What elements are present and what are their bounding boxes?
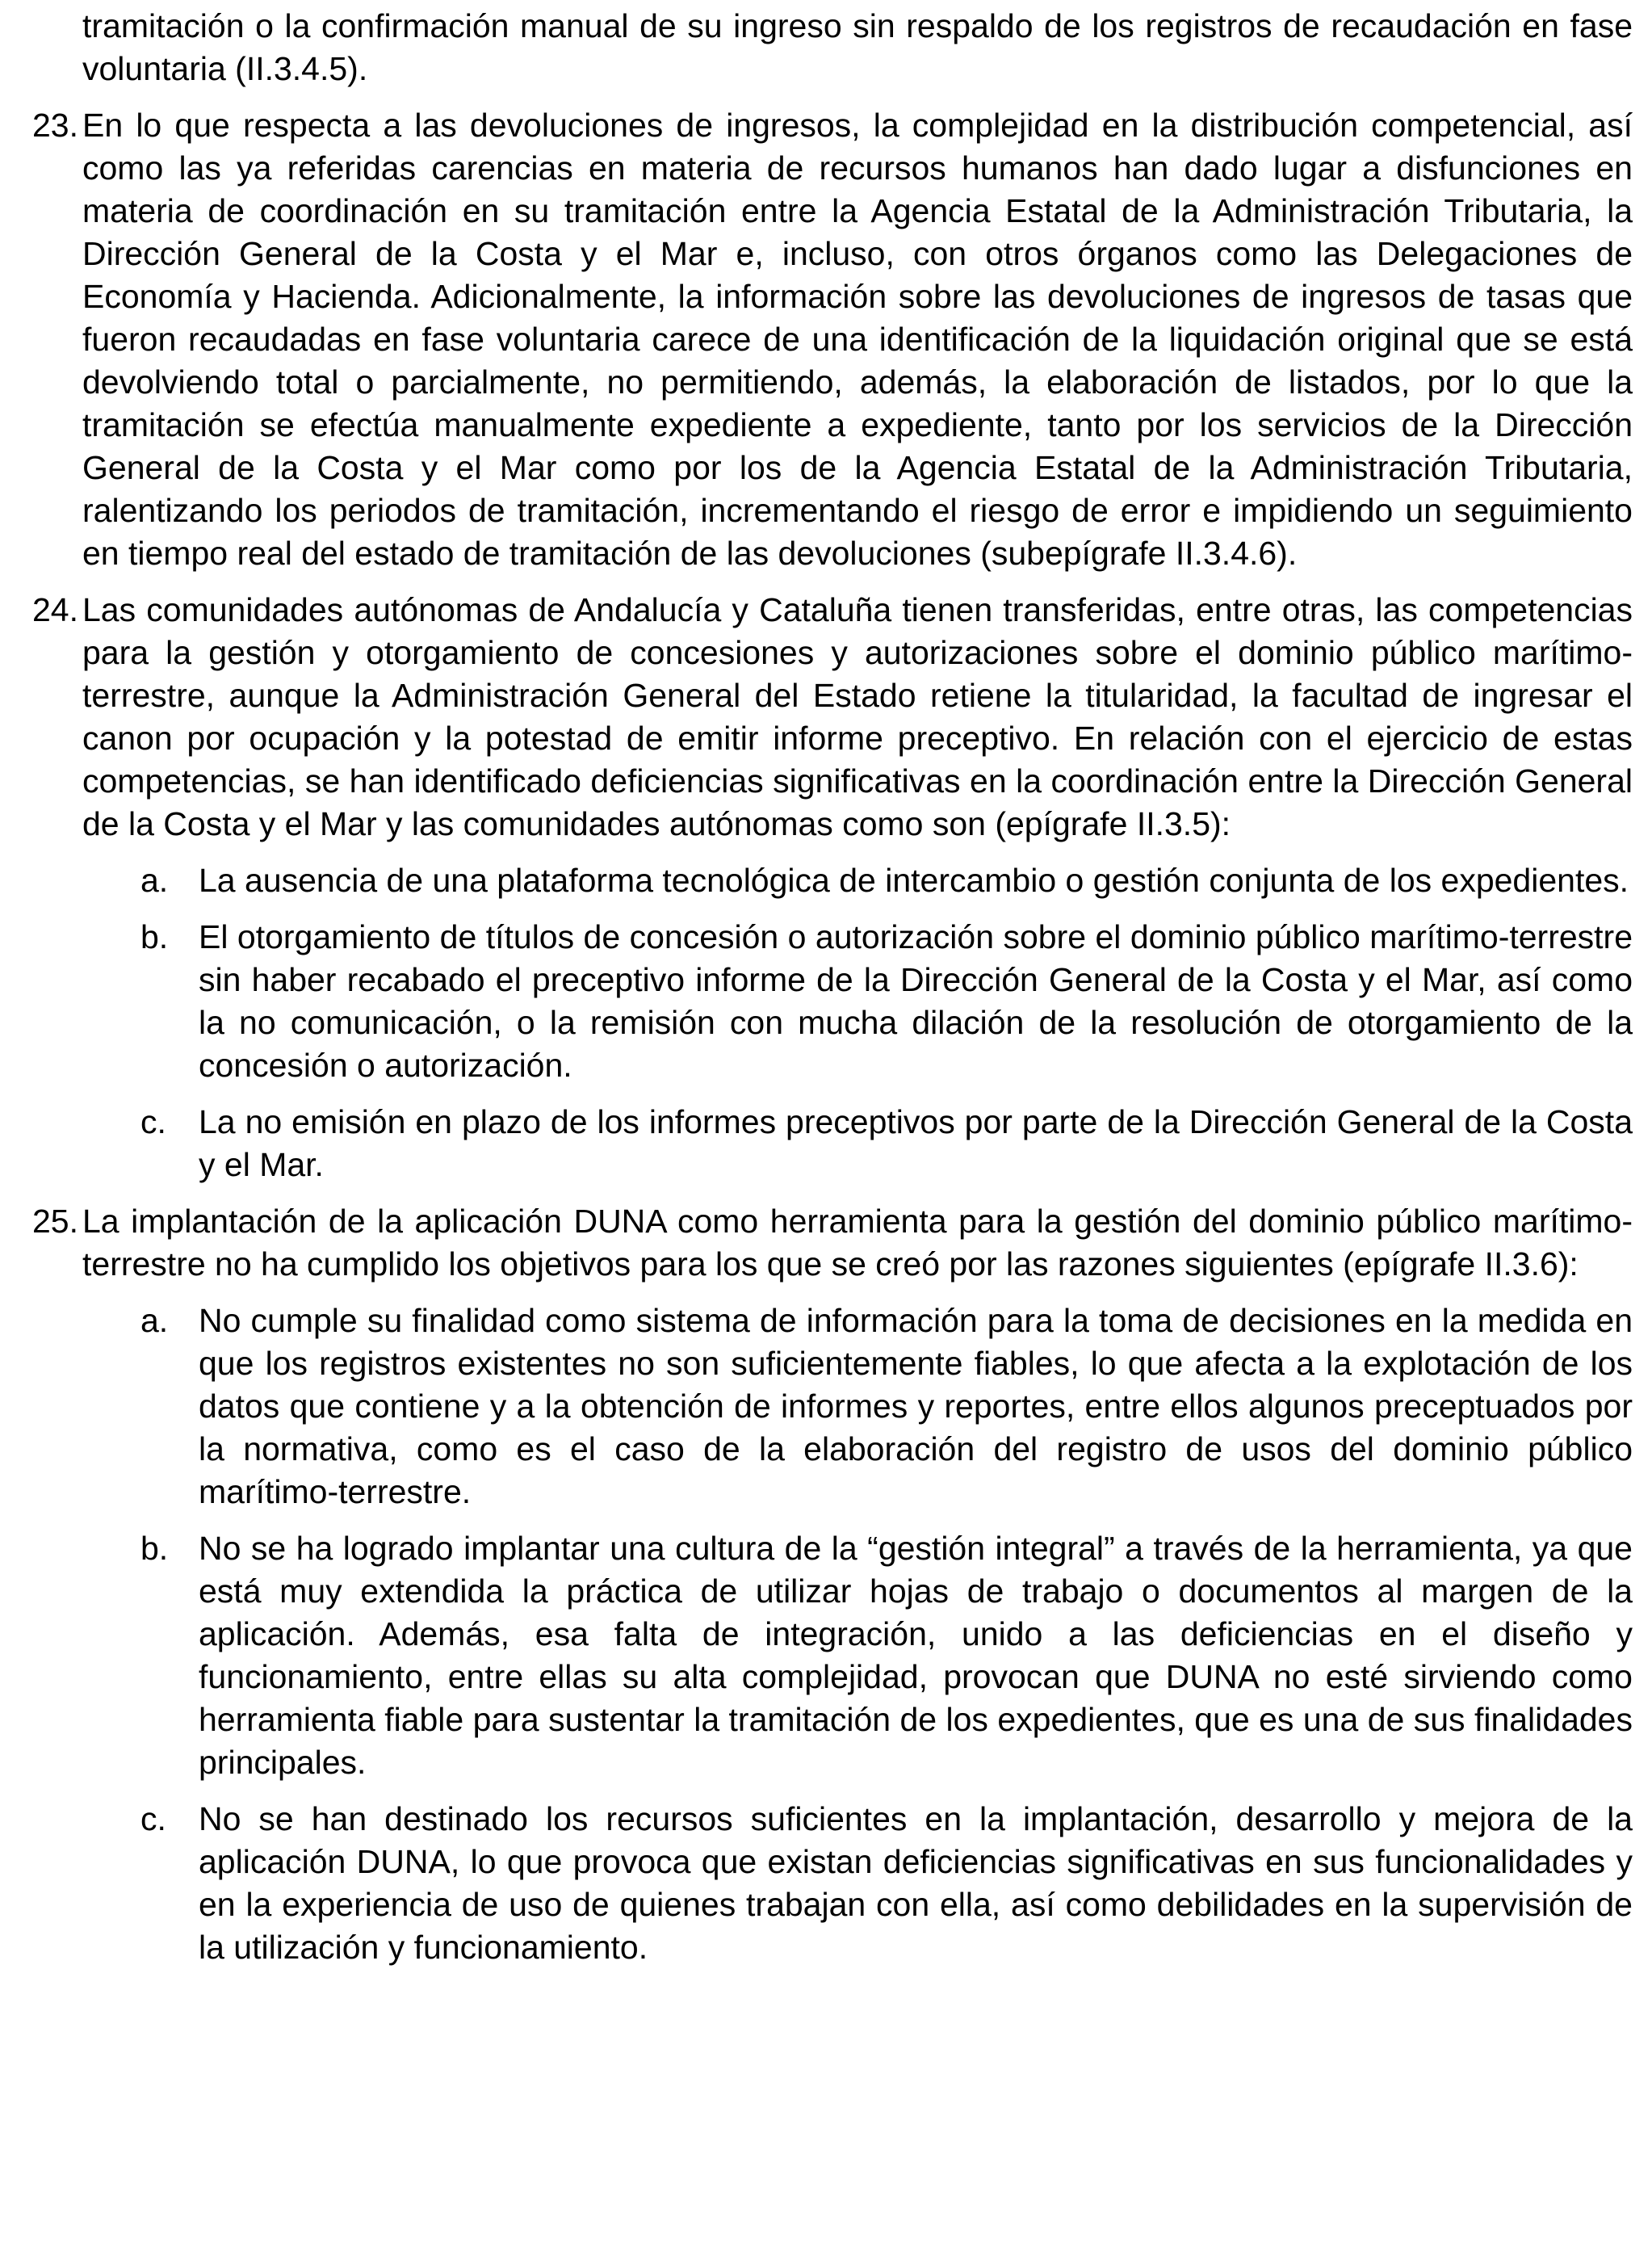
sub-item-24b bbox=[0, 916, 1633, 1087]
item-number: 24. bbox=[32, 591, 78, 628]
sub-item-letter: a. bbox=[140, 862, 169, 899]
item-text: La implantación de la aplicación DUNA como herramienta para la gestión del dominio público marítimo-terrestre no ha cumplido los objetivos para los que se creó por las razones siguientes (epígrafe II.3.6): bbox=[82, 1203, 1633, 1283]
sub-item-text: La no emisión en plazo de los informes preceptivos por parte de la Dirección General de la Costa y el Mar. bbox=[199, 1103, 1633, 1183]
item-text: Las comunidades autónomas de Andalucía y Cataluña tienen transferidas, entre otras, las competencias para la gestión y otorgamiento de concesiones y autorizaciones sobre el dominio público marítimo-terrestre, aunque la Administración General del Estado retiene la titularidad, la facultad de ingresar el canon por ocupación y la potestad de emitir informe preceptivo. En relación con el ejercicio de estas competencias, se han identificado deficiencias significativas en la coordinación entre la Dirección General de la Costa y el Mar y las comunidades autónomas como son (epígrafe II.3.5): bbox=[82, 591, 1633, 842]
sub-item-text: No se han destinado los recursos suficientes en la implantación, desarrollo y mejora de la aplicación DUNA, lo que provoca que existan deficiencias significativas en sus funcionalidades y en la experiencia de uso de quienes trabajan con ella, así como debilidades en la supervisión de la utilización y funcionamiento. bbox=[199, 1800, 1633, 1966]
sub-item-letter: c. bbox=[140, 1103, 166, 1140]
list-item-23 bbox=[0, 104, 1633, 575]
sub-item-text: No se ha logrado implantar una cultura de la “gestión integral” a través de la herramienta, ya que está muy extendida la práctica de utilizar hojas de trabajo o documentos al margen de la aplicación. Además, esa falta de integración, unido a las deficiencias en el diseño y funcionamiento, entre ellas su alta complejidad, provocan que DUNA no esté sirviendo como herramienta fiable para sustentar la tramitación de los expedientes, que es una de sus finalidades principales. bbox=[199, 1530, 1633, 1781]
sub-item-text: La ausencia de una plataforma tecnológica de intercambio o gestión conjunta de los expedientes. bbox=[199, 862, 1629, 899]
item-number: 25. bbox=[32, 1203, 78, 1240]
sub-item-text: El otorgamiento de títulos de concesión o autorización sobre el dominio público marítimo-terrestre sin haber recabado el preceptivo informe de la Dirección General de la Costa y el Mar, así como la no comunicación, o la remisión con mucha dilación de la resolución de otorgamiento de la concesión o autorización. bbox=[199, 918, 1633, 1084]
sub-item-text: No cumple su finalidad como sistema de información para la toma de decisiones en la medida en que los registros existentes no son suficientemente fiables, lo que afecta a la explotación de los datos que contiene y a la obtención de informes y reportes, entre ellos algunos preceptuados por la normativa, como es el caso de la elaboración del registro de usos del dominio público marítimo-terrestre. bbox=[199, 1302, 1633, 1510]
list-item-24 bbox=[0, 589, 1633, 846]
list-item-25 bbox=[0, 1200, 1633, 1286]
item-text: En lo que respecta a las devoluciones de ingresos, la complejidad en la distribución competencial, así como las ya referidas carencias en materia de recursos humanos han dado lugar a disfunciones en materia de coordinación en su tramitación entre la Agencia Estatal de la Administración Tributaria, la Dirección General de la Costa y el Mar e, incluso, con otros órganos como las Delegaciones de Economía y Hacienda. Adicionalmente, la información sobre las devoluciones de ingresos de tasas que fueron recaudadas en fase voluntaria carece de una identificación de la liquidación original que se está devolviendo total o parcialmente, no permitiendo, además, la elaboración de listados, por lo que la tramitación se efectúa manualmente expediente a expediente, tanto por los servicios de la Dirección General de la Costa y el Mar como por los de la Agencia Estatal de la Administración Tributaria, ralentizando los periodos de tramitación, incrementando el riesgo de error e impidiendo un seguimiento en tiempo real del estado de tramitación de las devoluciones (subepígrafe II.3.4.6). bbox=[82, 107, 1633, 572]
continuation-paragraph: tramitación o la confirmación manual de su ingreso sin respaldo de los registros de recaudación en fase voluntaria (II.3.4.5). bbox=[82, 7, 1633, 87]
sub-item-25a bbox=[0, 1299, 1633, 1514]
sub-item-letter: b. bbox=[140, 1530, 169, 1567]
sub-item-24c bbox=[0, 1101, 1633, 1186]
sub-item-24a bbox=[0, 859, 1633, 902]
sub-item-25c bbox=[0, 1798, 1633, 1969]
sub-item-letter: a. bbox=[140, 1302, 169, 1339]
sub-item-letter: c. bbox=[140, 1800, 166, 1837]
sub-item-25b bbox=[0, 1527, 1633, 1784]
item-number: 23. bbox=[32, 107, 78, 144]
sub-item-letter: b. bbox=[140, 918, 169, 955]
